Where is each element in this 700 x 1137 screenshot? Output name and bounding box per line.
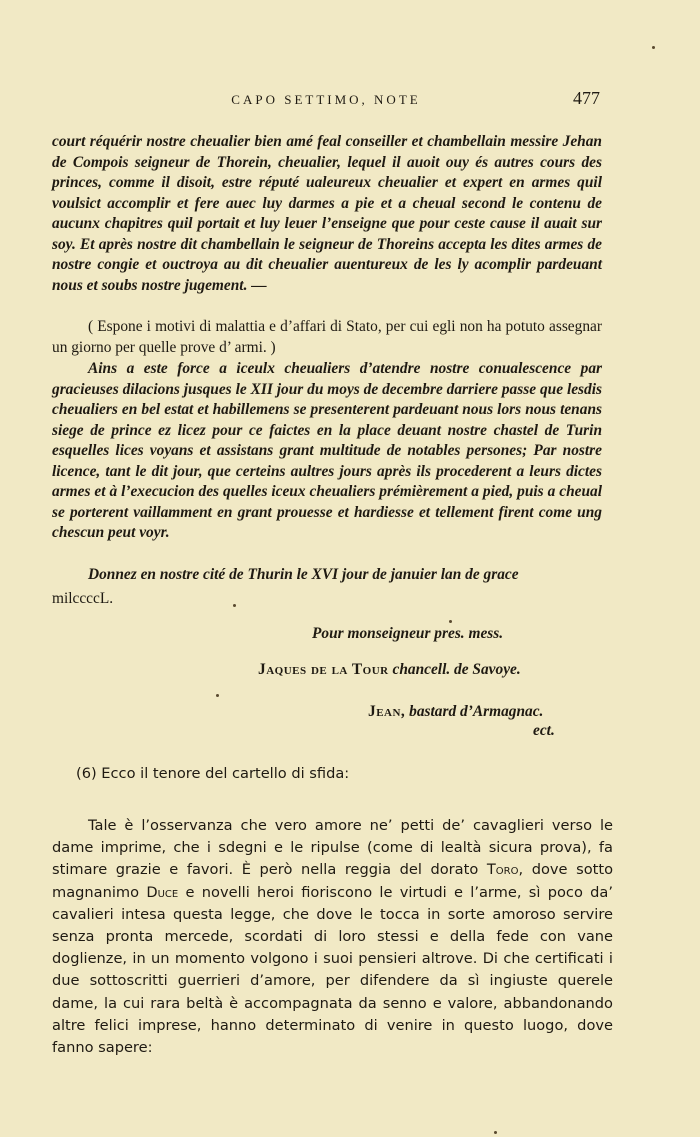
note-6-body-part-1: Tale è l’osservanza che vero amore ne’ petti de’ cavaglieri verso le dame imprime, che i sdegni e le ripulse (come di lealtà sicura prova), fa stimare grazie e favori. È però nella reggia del dorato	[52, 817, 613, 879]
signature-line-2	[258, 661, 521, 679]
signature-line-3	[368, 703, 543, 721]
note-6-label: (6) Ecco il tenore del cartello di sfida:	[76, 765, 350, 782]
signature-line-1-text: Pour monseigneur pres. mess.	[312, 625, 504, 642]
signature-line-4	[533, 722, 555, 740]
letter-date-year: milccccL.	[52, 590, 114, 607]
duce-word: Duce	[146, 883, 179, 901]
letter-paragraph-2: Ains a este force a iceulx cheualiers d’atendre nostre conualescence par gracieuses dilacions jusques le XII jour du moys de decembre darriere passe que lesdis cheualiers en bel estat et habillemens se presenterent pardeuant nous lors nous tenans siege de prince ez licez pour ce faictes en la place deuant nostre chastel de Turin esquelles lices voyans et assistans grant multitude de notables persones; Par nostre licence, tant le dit jour, que certeins aultres jours après ils procederent a leurs dictes armes et à l’execucion des quelles iceux cheualiers prémièrement a pied, puis a cheual se porterent vaillamment en grant prouesse et hardiesse et tellement firent come ung chescun peut voyr.	[52, 360, 602, 541]
page-header	[52, 88, 600, 110]
signature-line-1	[312, 625, 503, 643]
signature-ect: ect.	[533, 722, 555, 739]
signature-bastard-title: bastard d’Armagnac.	[409, 703, 544, 720]
signature-bastard-name: Jean,	[368, 703, 406, 720]
paper-speck	[233, 604, 236, 607]
editor-note: ( Espone i motivi di malattia e d’affari di Stato, per cui egli non ha potuto assegnar un giorno per quelle prove d’ armi. )	[52, 318, 602, 356]
note-6-body-part-3: e novelli heroi fioriscono le virtudi e l’arme, sì poco da’ cavalieri intesa questa legge, che dove le tocca in sorte amoroso servire senza pronta mercede, scordati di loro stessi e della fede con vane doglienze, in un momento volgono i suoi pensieri altrove. Di che certificati i due sottoscritti guerrieri d’amore, per difendere da sì ingiuste querele dame, la cui rara beltà è accompagnata da senno e valore, abbandonando altre felici imprese, hanno determinato di venire in questo luogo, dove fanno sapere:	[52, 883, 614, 1057]
signature-chancellor-title: chancell. de Savoye.	[392, 661, 521, 678]
note-6-body-part-2: , dove sotto magnanimo	[52, 861, 613, 901]
letter-dated-line: Donnez en nostre cité de Thurin le XVI jour de januier lan de grace	[88, 566, 519, 583]
paper-speck	[652, 46, 655, 49]
letter-paragraph-1: court réquérir nostre cheualier bien amé feal conseiller et chambellain messire Jehan de Compois seigneur de Thorein, cheualier, lequel il auoit ouy és autres cours des princes, comme il disoit, estre réputé ualeureux cheualier et expert en armes quil voulsict accomplir et fere auec luy darmes a pie et a cheual second le contenu de aucunx chapitres quil portait et luy leuer l’enseigne que pour ceste cause il auait sur soy. Et après nostre dit chambellain le seigneur de Thoreins accepta les dites armes de nostre congie et ouctroya au dit cheualier auentureux de les ly acomplir pardeuant nous et soubs nostre jugement. —	[52, 133, 602, 294]
paper-speck	[216, 694, 219, 697]
page-number: 477	[573, 88, 600, 108]
toro-word: Toro	[486, 861, 519, 879]
running-head: CAPO SETTIMO, NOTE	[231, 92, 421, 107]
signature-chancellor-name: Jaques de la Tour	[258, 661, 389, 678]
note-6-body	[52, 815, 613, 1059]
paper-speck	[449, 620, 452, 623]
paper-speck	[494, 1131, 497, 1134]
